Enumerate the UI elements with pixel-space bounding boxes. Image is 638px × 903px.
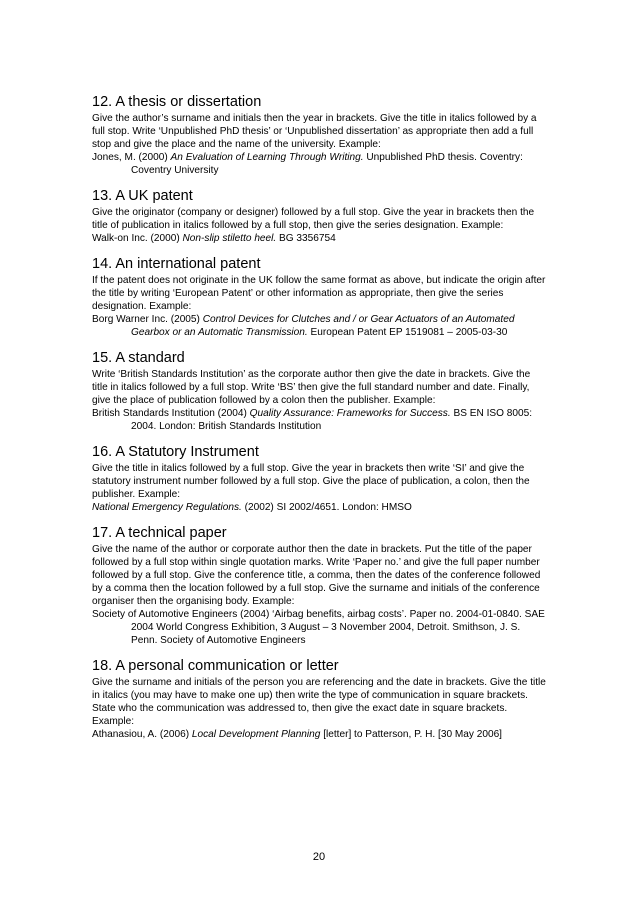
example-reference — [92, 313, 548, 339]
section-personal-communication — [92, 658, 548, 741]
section-body: Give the surname and initials of the person you are referencing and the date in brackets. Give the title in italics (you may have to make one up) then write the type of communication in square brackets. State who the communication was addressed to, then give the exact date in square brackets. Example: — [92, 677, 546, 727]
example-reference — [92, 407, 548, 433]
example-reference — [92, 232, 548, 245]
ref-title: Local Development Planning — [191, 729, 321, 740]
section-standard — [92, 350, 548, 433]
ref-details: BS EN ISO 8005: 2004. London: British Standards Institution — [131, 408, 533, 432]
ref-details: [letter] to Patterson, P. H. [30 May 2006] — [320, 729, 502, 740]
section-body: Give the originator (company or designer) followed by a full stop. Give the year in brackets then the title of publication in italics followed by a full stop, then give the series designation. Example: — [92, 207, 535, 231]
section-thesis — [92, 94, 548, 177]
ref-author: British Standards Institution (2004) — [92, 408, 250, 419]
ref-author: Jones, M. (2000) — [92, 152, 171, 163]
example-reference — [92, 608, 548, 647]
section-technical-paper — [92, 525, 548, 647]
section-heading: 17. A technical paper — [92, 525, 227, 541]
ref-title: Control Devices for Clutches and / or Gear Actuators of an Automated Gearbox or an Automatic Transmission. — [131, 314, 515, 338]
ref-title: An Evaluation of Learning Through Writing. — [170, 152, 364, 163]
example-reference — [92, 728, 548, 741]
ref-title: National Emergency Regulations. — [92, 502, 242, 513]
example-reference — [92, 501, 548, 514]
section-heading: 14. An international patent — [92, 256, 261, 272]
section-body: If the patent does not originate in the UK follow the same format as above, but indicate the origin after the title by writing ‘European Patent’ or other information as appropriate, then give the series designation. Example: — [92, 275, 546, 312]
ref-author: Walk-on Inc. (2000) — [92, 233, 183, 244]
ref-author: Society of Automotive Engineers (2004) ‘Airbag benefits, airbag costs’. Paper no. 2004-01-0840. SAE 2004 World Congress Exhibition, 3 August – 3 November 2004, Detroit. Smithson, J. S. Penn. Society of Automotive Engineers — [92, 609, 545, 646]
ref-author: Athanasiou, A. (2006) — [92, 729, 192, 740]
section-heading: 12. A thesis or dissertation — [92, 94, 262, 110]
section-body: Give the name of the author or corporate author then the date in brackets. Put the title of the paper followed by a full stop within single quotation marks. Write ‘Paper no.’ and give the full paper number followed by a full stop. Give the conference title, a comma, then the dates of the conference followed by a comma then the location followed by a full stop. Give the surname and initials of the conference organiser then the organising body. Example: — [92, 544, 541, 607]
ref-details: BG 3356754 — [276, 233, 336, 244]
section-heading: 16. A Statutory Instrument — [92, 444, 259, 460]
section-uk-patent — [92, 188, 548, 245]
section-heading: 15. A standard — [92, 350, 185, 366]
ref-details: Unpublished PhD thesis. Coventry: Coventry University — [131, 152, 523, 176]
ref-author: Borg Warner Inc. (2005) — [92, 314, 203, 325]
example-reference — [92, 151, 548, 177]
ref-title: Non-slip stiletto heel. — [182, 233, 277, 244]
section-body: Write ‘British Standards Institution’ as the corporate author then give the date in brackets. Give the title in italics followed by a full stop. Write ‘BS’ then give the full standard number and date. Finally, give the place of publication followed by a colon then the publisher. Example: — [92, 369, 531, 406]
section-heading: 18. A personal communication or letter — [92, 658, 339, 674]
ref-details: (2002) SI 2002/4651. London: HMSO — [241, 502, 412, 513]
section-body: Give the author’s surname and initials then the year in brackets. Give the title in italics followed by a full stop. Write ‘Unpublished PhD thesis’ or ‘Unpublished dissertation’ as appropriate then add a full stop and give the place and the name of the university. Example: — [92, 113, 537, 150]
section-statutory-instrument — [92, 444, 548, 514]
ref-title: Quality Assurance: Frameworks for Success. — [249, 408, 451, 419]
section-international-patent — [92, 256, 548, 339]
section-heading: 13. A UK patent — [92, 188, 193, 204]
section-body: Give the title in italics followed by a full stop. Give the year in brackets then write ‘SI’ and give the statutory instrument number followed by a full stop. Give the place of publication, a colon, then the publisher. Example: — [92, 463, 530, 500]
page-number: 20 — [312, 851, 326, 863]
page-content — [92, 94, 548, 752]
ref-details: European Patent EP 1519081 – 2005-03-30 — [307, 327, 508, 338]
